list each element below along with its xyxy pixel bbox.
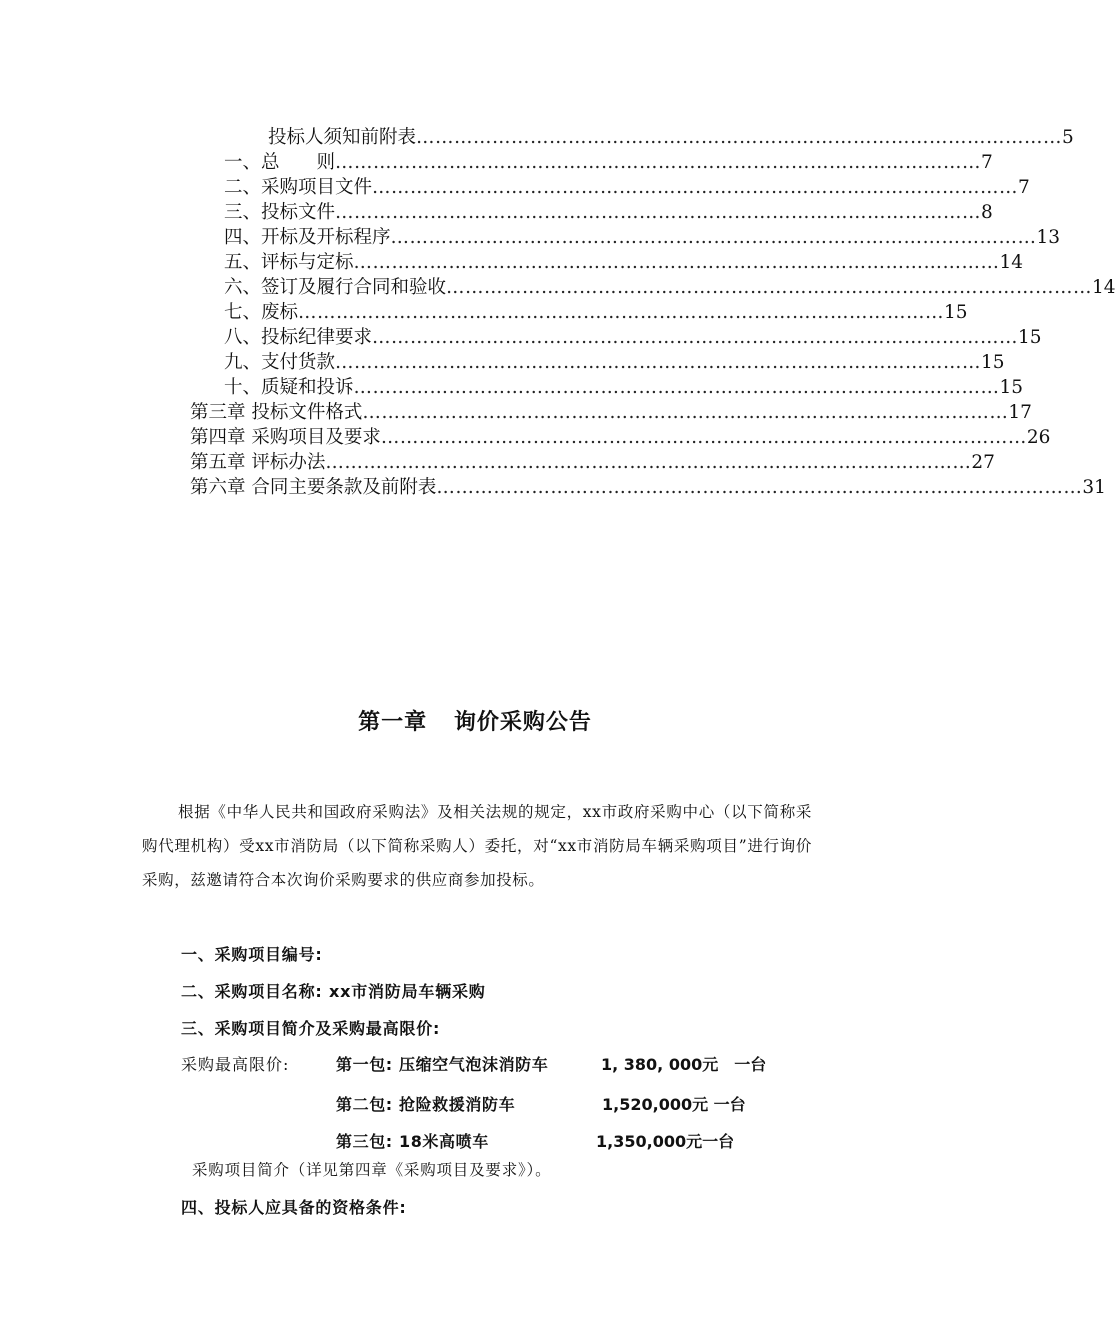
toc-leader-dots: ………………………………………………………………………………………… bbox=[436, 477, 1083, 498]
toc-entry[interactable] bbox=[224, 175, 1030, 200]
toc-entry-label: 十、质疑和投诉 bbox=[224, 377, 354, 398]
toc-entry-label: 七、废标 bbox=[224, 302, 299, 323]
package-name: 第三包: 18米高喷车 bbox=[336, 1132, 489, 1151]
toc-entry-page: 17 bbox=[1008, 402, 1032, 423]
toc-entry[interactable] bbox=[190, 475, 1106, 500]
toc-leader-dots: ………………………………………………………………………………………… bbox=[446, 277, 1093, 298]
toc-entry[interactable] bbox=[224, 275, 1116, 300]
package-name: 第二包: 抢险救援消防车 bbox=[336, 1095, 516, 1114]
toc-entry-page: 26 bbox=[1026, 427, 1051, 448]
toc-entry-label: 三、投标文件 bbox=[224, 202, 336, 223]
toc-entry-label: 五、评标与定标 bbox=[224, 252, 354, 273]
toc-entry-label: 第四章 采购项目及要求 bbox=[190, 427, 381, 448]
toc-entry[interactable] bbox=[224, 325, 1042, 350]
toc-entry-label: 二、采购项目文件 bbox=[224, 177, 373, 198]
toc-entry[interactable] bbox=[224, 300, 968, 325]
toc-entry-label: 第五章 评标办法 bbox=[190, 452, 326, 473]
toc-entry[interactable] bbox=[190, 450, 995, 475]
package-name: 第一包: 压缩空气泡沫消防车 bbox=[336, 1055, 549, 1074]
section-heading-project-budget: 三、采购项目简介及采购最高限价: bbox=[181, 1019, 441, 1038]
toc-entry[interactable] bbox=[224, 350, 1005, 375]
project-summary-note: 采购项目简介（详见第四章《采购项目及要求》）。 bbox=[192, 1161, 552, 1179]
toc-entry-page: 15 bbox=[999, 377, 1024, 398]
toc-leader-dots: ………………………………………………………………………………………… bbox=[416, 127, 1063, 148]
toc-entry-label: 第三章 投标文件格式 bbox=[190, 402, 363, 423]
package-row bbox=[336, 1129, 735, 1152]
toc-entry-label: 六、签订及履行合同和验收 bbox=[224, 277, 447, 298]
toc-entry-page: 5 bbox=[1062, 127, 1074, 148]
toc-entry[interactable] bbox=[268, 125, 1074, 150]
toc-entry-label: 八、投标纪律要求 bbox=[224, 327, 373, 348]
toc-entry-page: 8 bbox=[981, 202, 993, 223]
toc-entry[interactable] bbox=[190, 425, 1051, 450]
toc-entry-page: 13 bbox=[1036, 227, 1061, 248]
toc-entry[interactable] bbox=[224, 225, 1061, 250]
toc-entry-page: 15 bbox=[981, 352, 1005, 373]
budget-label: 采购最高限价: bbox=[181, 1055, 290, 1074]
toc-entry-page: 27 bbox=[971, 452, 995, 473]
toc-entry-label: 第六章 合同主要条款及前附表 bbox=[190, 477, 437, 498]
toc-leader-dots: ………………………………………………………………………………………… bbox=[335, 152, 982, 173]
toc-leader-dots: ………………………………………………………………………………………… bbox=[325, 452, 972, 473]
package-row bbox=[336, 1092, 746, 1115]
section-heading-qualifications: 四、投标人应具备的资格条件: bbox=[181, 1198, 407, 1217]
toc-entry[interactable] bbox=[224, 200, 993, 225]
toc-entry-page: 14 bbox=[999, 252, 1024, 273]
toc-leader-dots: ………………………………………………………………………………………… bbox=[353, 252, 1000, 273]
intro-paragraph: 根据《中华人民共和国政府采购法》及相关法规的规定，xx市政府采购中心（以下简称采购代理机构）受xx市消防局（以下简称采购人）委托，对“xx市消防局车辆采购项目”进行询价采购，兹邀请符合本次询价采购要求的供应商参加投标。 bbox=[142, 803, 812, 889]
toc-entry[interactable] bbox=[224, 150, 993, 175]
toc-entry-page: 7 bbox=[981, 152, 993, 173]
toc-leader-dots: ………………………………………………………………………………………… bbox=[380, 427, 1027, 448]
package-row bbox=[336, 1052, 767, 1075]
package-price: 1,520,000元 一台 bbox=[602, 1095, 746, 1114]
toc-entry[interactable] bbox=[190, 400, 1032, 425]
section-heading-project-name: 二、采购项目名称: xx市消防局车辆采购 bbox=[181, 982, 486, 1001]
toc-leader-dots: ………………………………………………………………………………………… bbox=[372, 327, 1019, 348]
toc-leader-dots: ………………………………………………………………………………………… bbox=[372, 177, 1019, 198]
toc-leader-dots: ………………………………………………………………………………………… bbox=[298, 302, 945, 323]
toc-entry[interactable] bbox=[224, 375, 1024, 400]
toc-entry-page: 15 bbox=[1018, 327, 1042, 348]
toc-entry[interactable] bbox=[224, 250, 1024, 275]
package-price: 1,350,000元一台 bbox=[596, 1132, 735, 1151]
toc-leader-dots: ………………………………………………………………………………………… bbox=[335, 352, 982, 373]
toc-entry-page: 14 bbox=[1092, 277, 1116, 298]
toc-entry-label: 一、总 则 bbox=[224, 152, 336, 173]
toc-leader-dots: ………………………………………………………………………………………… bbox=[335, 202, 982, 223]
toc-entry-label: 投标人须知前附表 bbox=[268, 127, 417, 148]
toc-entry-label: 九、支付货款 bbox=[224, 352, 336, 373]
toc-entry-label: 四、开标及开标程序 bbox=[224, 227, 391, 248]
toc-leader-dots: ………………………………………………………………………………………… bbox=[353, 377, 1000, 398]
section-heading-project-number: 一、采购项目编号: bbox=[181, 945, 323, 964]
chapter-title: 第一章 询价采购公告 bbox=[358, 710, 592, 735]
toc-leader-dots: ………………………………………………………………………………………… bbox=[390, 227, 1037, 248]
toc-entry-page: 15 bbox=[944, 302, 968, 323]
toc-entry-page: 7 bbox=[1018, 177, 1030, 198]
package-price: 1, 380, 000元 一台 bbox=[601, 1055, 767, 1074]
toc-entry-page: 31 bbox=[1082, 477, 1106, 498]
toc-leader-dots: ………………………………………………………………………………………… bbox=[362, 402, 1009, 423]
